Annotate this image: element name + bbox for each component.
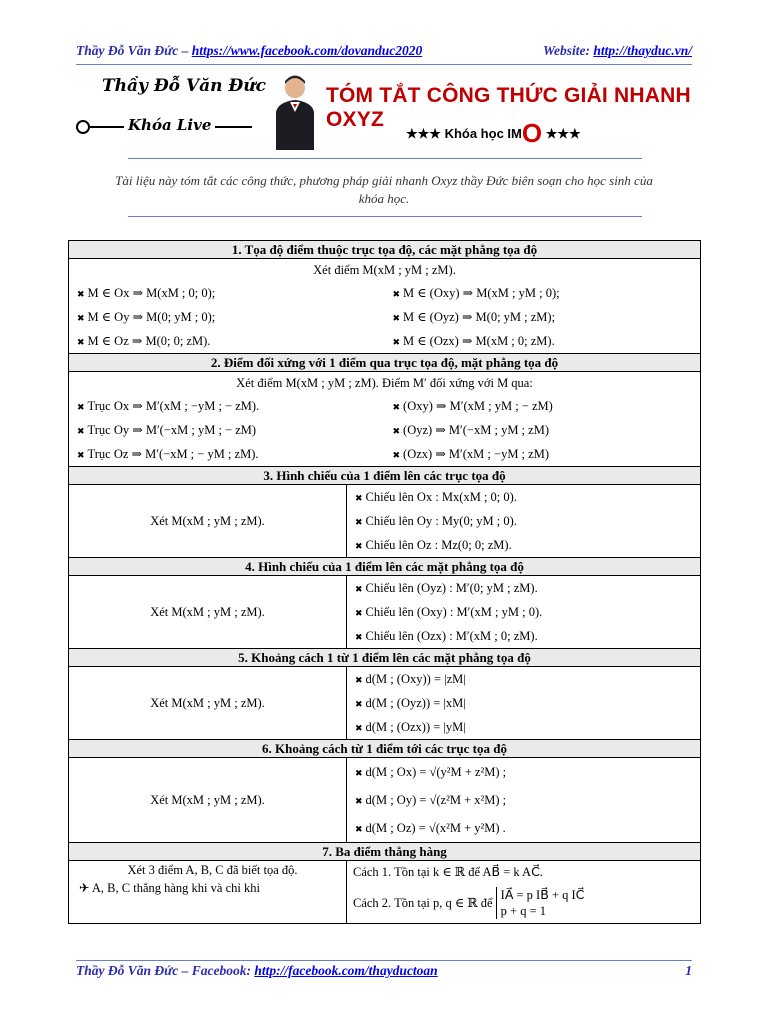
section-title: 6. Khoảng cách từ 1 điểm tới các trục tọa độ bbox=[69, 740, 701, 758]
formula-item: (Oyz) ⇒ M′(−xM ; yM ; zM) bbox=[403, 423, 549, 437]
page-number: 1 bbox=[685, 963, 692, 978]
section-right-cell: ✖ Chiếu lên Ox : Mx(xM ; 0; 0). ✖ Chiếu lên Oy : My(0; yM ; 0). ✖ Chiếu lên Oz : Mz(0; 0; zM). bbox=[347, 485, 701, 558]
section-left-cell bbox=[69, 576, 347, 649]
formula-item: Chiếu lên Oz : Mz(0; 0; zM). bbox=[365, 538, 512, 552]
divider bbox=[128, 216, 642, 217]
section-title: 1. Tọa độ điểm thuộc trục tọa độ, các mặt phẳng tọa độ bbox=[69, 241, 701, 259]
section-left-text: Xét M(xM ; yM ; zM). bbox=[150, 792, 265, 807]
method-2-prefix: Cách 2. Tồn tại p, q ∈ ℝ để bbox=[353, 896, 493, 910]
formula-item: M ∈ Oz ⇒ M(0; 0; zM). bbox=[87, 334, 211, 348]
footer-facebook-link[interactable]: http://facebook.com/thayductoan bbox=[254, 963, 438, 978]
formula-item: d(M ; Oz) = √(x²M + y²M) . bbox=[365, 821, 506, 835]
section-left-cell bbox=[69, 758, 347, 843]
formula-item: Chiếu lên (Oxy) : M′(xM ; yM ; 0). bbox=[365, 605, 543, 619]
formula-item: (Oxy) ⇒ M′(xM ; yM ; − zM) bbox=[403, 399, 553, 413]
course-suffix: ★★★ bbox=[545, 126, 581, 141]
section-title: 7. Ba điểm thẳng hàng bbox=[69, 843, 701, 861]
formula-item: M ∈ (Ozx) ⇒ M(xM ; 0; zM). bbox=[403, 334, 555, 348]
course-prefix: ★★★ Khóa học IM bbox=[406, 126, 522, 141]
section-right-cell: ✖ d(M ; (Oxy)) = |zM| ✖ d(M ; (Oyz)) = |xM| ✖ d(M ; (Ozx)) = |yM| bbox=[347, 667, 701, 740]
section-left-text: Xét M(xM ; yM ; zM). bbox=[150, 513, 265, 528]
facebook-link[interactable]: https://www.facebook.com/dovanduc2020 bbox=[191, 43, 423, 58]
page-footer bbox=[76, 960, 692, 978]
section-left-cell bbox=[69, 485, 347, 558]
teacher-name: Thầy Đỗ Văn Đức bbox=[102, 76, 266, 96]
website-link[interactable]: http://thayduc.vn/ bbox=[593, 43, 692, 58]
section-left-text: Xét 3 điểm A, B, C đã biết tọa độ. bbox=[127, 863, 298, 877]
equation-system bbox=[496, 887, 585, 919]
formula-item: Trục Ox ⇒ M′(xM ; −yM ; − zM). bbox=[87, 399, 260, 413]
formula-item: Chiếu lên (Ozx) : M′(xM ; 0; zM). bbox=[365, 629, 538, 643]
website-label: Website: bbox=[542, 43, 590, 58]
formula-item: Trục Oz ⇒ M′(−xM ; − yM ; zM). bbox=[87, 447, 259, 461]
section-left-text: ✈ A, B, C thẳng hàng khi và chỉ khi bbox=[79, 881, 260, 895]
intro-text: Tài liệu này tóm tắt các công thức, phương pháp giải nhanh Oxyz thầy Đức biên soạn cho học sinh của khóa học. bbox=[115, 173, 653, 206]
section-caption: Xét điểm M(xM ; yM ; zM). Điểm M′ đối xứng với M qua: bbox=[236, 376, 533, 390]
equation-2: p + q = 1 bbox=[500, 904, 547, 918]
teacher-photo bbox=[272, 72, 318, 150]
section-left-text: Xét M(xM ; yM ; zM). bbox=[150, 695, 265, 710]
banner-title: TÓM TẮT CÔNG THỨC GIẢI NHANH OXYZ bbox=[326, 84, 691, 131]
formula-item: M ∈ (Oyz) ⇒ M(0; yM ; zM); bbox=[403, 310, 556, 324]
page-header bbox=[76, 38, 692, 65]
section-left-cell bbox=[69, 861, 347, 924]
formula-item: d(M ; (Ozx)) = |yM| bbox=[365, 720, 466, 734]
footer-left bbox=[76, 963, 438, 979]
section-title: 3. Hình chiếu của 1 điểm lên các trục tọa độ bbox=[69, 467, 701, 485]
formula-item: Chiếu lên (Oyz) : M′(0; yM ; zM). bbox=[365, 581, 538, 595]
key-icon bbox=[76, 120, 90, 134]
header-author: Thầy Đỗ Văn Đức – bbox=[76, 43, 189, 58]
section-title: 2. Điểm đối xứng với 1 điểm qua trục tọa độ, mặt phẳng tọa độ bbox=[69, 354, 701, 372]
formula-item: (Ozx) ⇒ M′(xM ; −yM ; zM) bbox=[403, 447, 549, 461]
section-right-cell: ✖ Chiếu lên (Oyz) : M′(0; yM ; zM). ✖ Chiếu lên (Oxy) : M′(xM ; yM ; 0). ✖ Chiếu lên (Ozx) : M′(xM ; 0; zM). bbox=[347, 576, 701, 649]
section-left-text: Xét M(xM ; yM ; zM). bbox=[150, 604, 265, 619]
equation-1: IA⃗ = p IB⃗ + q IC⃗ bbox=[500, 888, 585, 902]
formula-item: M ∈ Ox ⇒ M(xM ; 0; 0); bbox=[87, 286, 216, 300]
course-live-label: Khóa Live bbox=[124, 116, 215, 134]
formula-item: d(M ; Ox) = √(y²M + z²M) ; bbox=[365, 765, 507, 779]
course-banner bbox=[76, 70, 692, 152]
formula-item: M ∈ (Oxy) ⇒ M(xM ; yM ; 0); bbox=[403, 286, 560, 300]
section-title: 4. Hình chiếu của 1 điểm lên các mặt phẳng tọa độ bbox=[69, 558, 701, 576]
divider bbox=[128, 158, 642, 159]
section-right-cell bbox=[347, 861, 701, 924]
section-right-cell: ✖ d(M ; Ox) = √(y²M + z²M) ; ✖ d(M ; Oy) = √(z²M + x²M) ; ✖ d(M ; Oz) = √(x²M + y²M) . bbox=[347, 758, 701, 843]
formula-item: Trục Oy ⇒ M′(−xM ; yM ; − zM) bbox=[87, 423, 257, 437]
formula-item: d(M ; (Oxy)) = |zM| bbox=[365, 672, 466, 686]
header-left bbox=[76, 43, 422, 59]
formula-item: d(M ; Oy) = √(z²M + x²M) ; bbox=[365, 793, 507, 807]
course-name bbox=[406, 118, 581, 149]
section-left-cell bbox=[69, 667, 347, 740]
course-o: O bbox=[521, 118, 543, 148]
section-title: 5. Khoảng cách 1 từ 1 điểm lên các mặt phẳng tọa độ bbox=[69, 649, 701, 667]
section-body: Xét điểm M(xM ; yM ; zM). ✖ M ∈ Ox ⇒ M(xM ; 0; 0); ✖ M ∈ (Oxy) ⇒ M(xM ; yM ; 0); ✖ M ∈ Oy ⇒ M(0; yM ; 0); ✖ M ∈ (Oyz) ⇒ M(0; yM ; zM); ✖ M ∈ Oz ⇒ M(0; 0; zM). ✖ M ∈ (Ozx) ⇒ M(xM ; 0; zM). bbox=[69, 259, 701, 354]
section-caption: Xét điểm M(xM ; yM ; zM). bbox=[313, 263, 456, 277]
section-body: Xét điểm M(xM ; yM ; zM). Điểm M′ đối xứng với M qua: ✖ Trục Ox ⇒ M′(xM ; −yM ; − zM). ✖ (Oxy) ⇒ M′(xM ; yM ; − zM) ✖ Trục Oy ⇒ M′(−xM ; yM ; − zM) ✖ (Oyz) ⇒ M′(−xM ; yM ; zM) ✖ Trục Oz ⇒ M′(−xM ; − yM ; zM). ✖ (Ozx) ⇒ M′(xM ; −yM ; zM) bbox=[69, 372, 701, 467]
formula-table bbox=[68, 240, 701, 924]
footer-author: Thầy Đỗ Văn Đức – Facebook: bbox=[76, 963, 251, 978]
method-2 bbox=[353, 883, 700, 923]
formula-item: d(M ; (Oyz)) = |xM| bbox=[365, 696, 466, 710]
formula-item: Chiếu lên Ox : Mx(xM ; 0; 0). bbox=[365, 490, 517, 504]
method-1: Cách 1. Tồn tại k ∈ ℝ để AB⃗ = k AC⃗. bbox=[353, 865, 543, 879]
formula-item: M ∈ Oy ⇒ M(0; yM ; 0); bbox=[87, 310, 216, 324]
header-right bbox=[543, 43, 692, 59]
formula-item: Chiếu lên Oy : My(0; yM ; 0). bbox=[365, 514, 517, 528]
